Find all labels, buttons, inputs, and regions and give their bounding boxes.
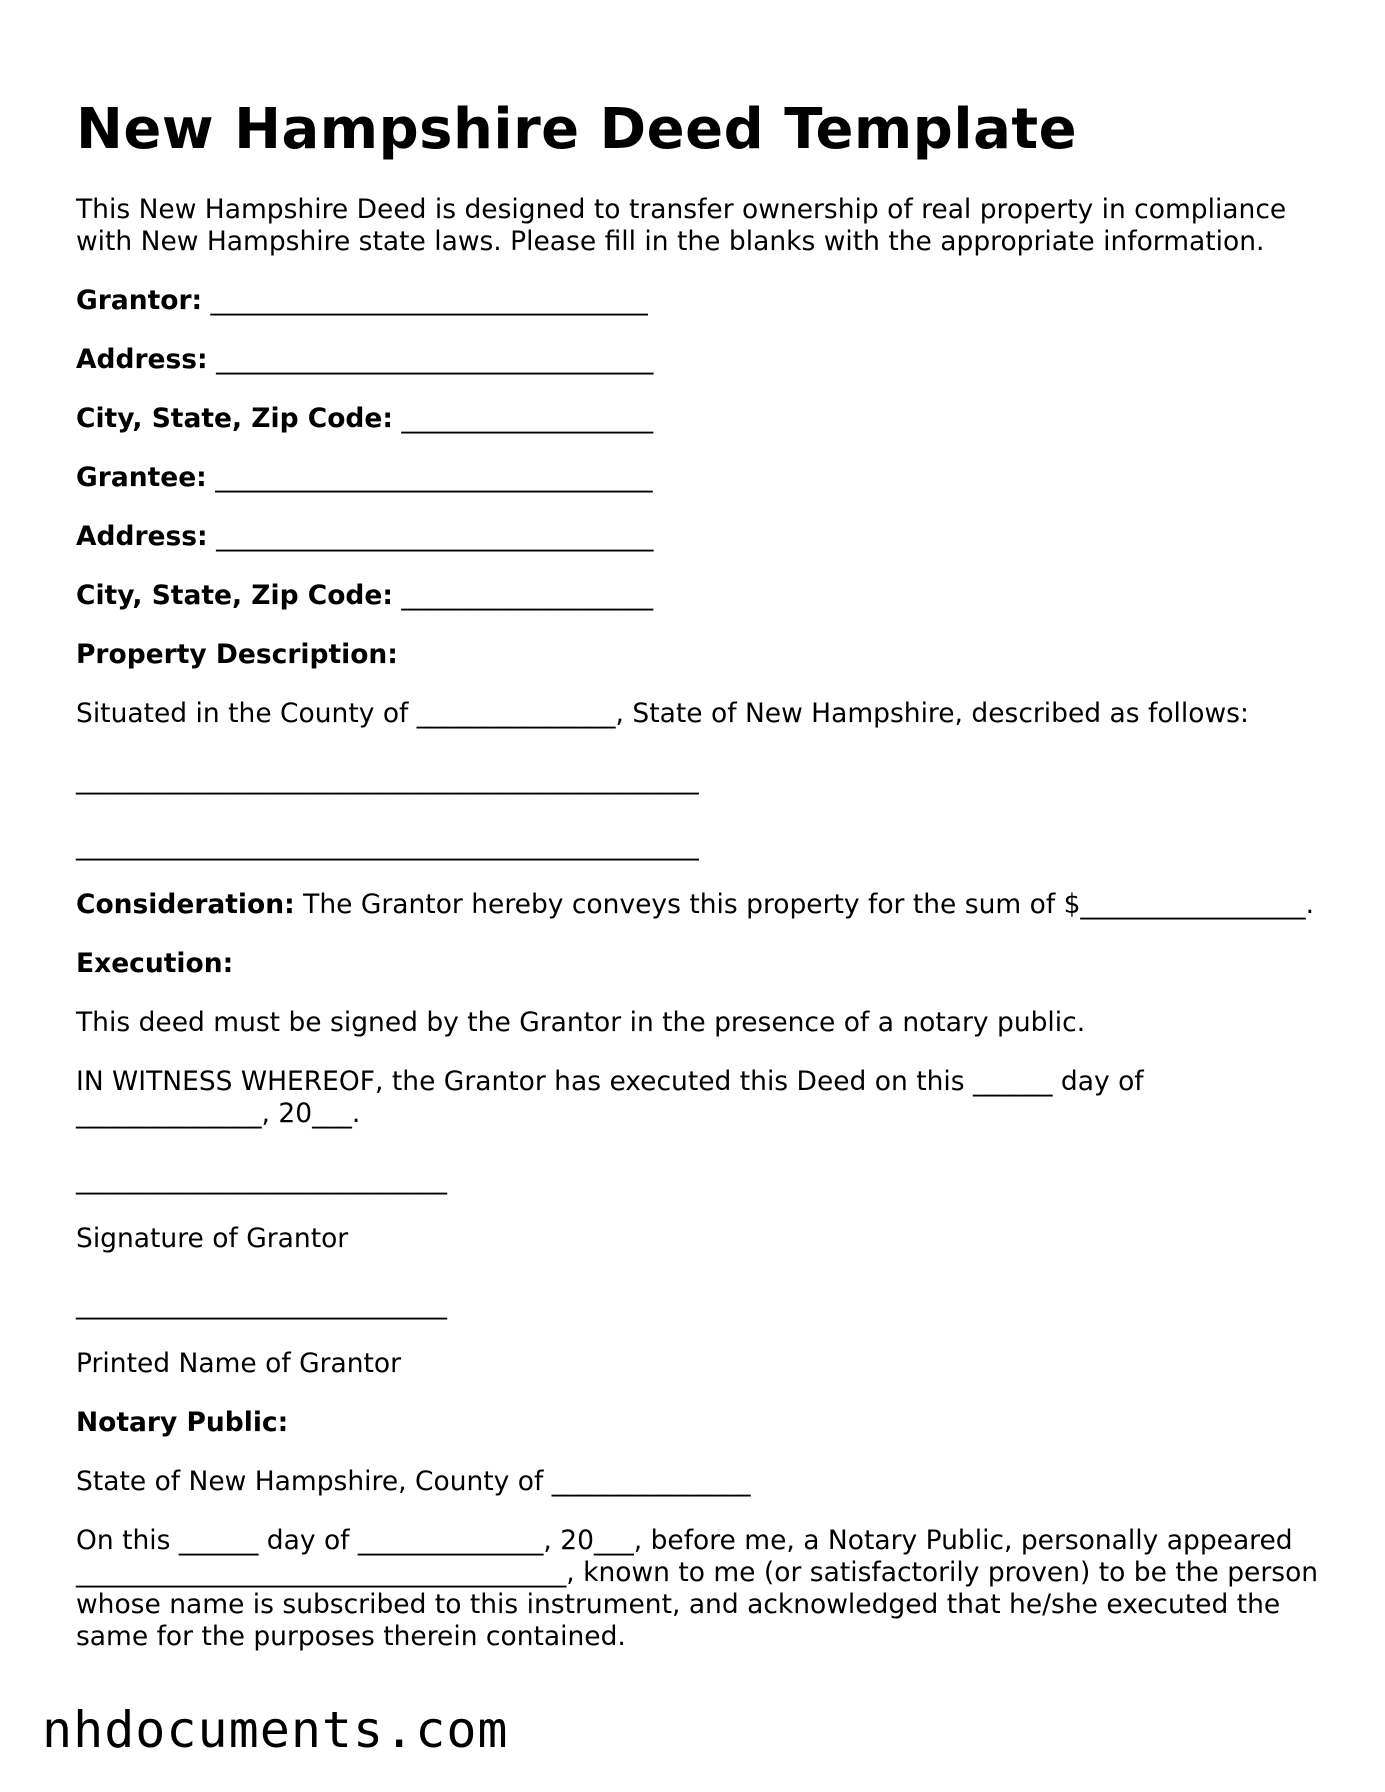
signature-line[interactable]: ____________________________ [76, 1164, 447, 1195]
grantor-name-field[interactable] [76, 285, 1326, 317]
grantor-city-blank[interactable]: ___________________ [392, 403, 654, 434]
execution-heading: Execution: [76, 948, 234, 979]
grantee-address-blank[interactable]: _________________________________ [207, 521, 654, 552]
property-situated[interactable]: Situated in the County of _______________, State of New Hampshire, described as follows: [76, 698, 1249, 729]
grantee-name-label: Grantee: [76, 462, 207, 493]
grantor-address-blank[interactable]: _________________________________ [207, 344, 654, 375]
execution-text: This deed must be signed by the Grantor in the presence of a notary public. [76, 1007, 1086, 1038]
grantor-city-label: City, State, Zip Code: [76, 403, 393, 434]
notary-state-line[interactable]: State of New Hampshire, County of _______________ [76, 1466, 751, 1497]
property-heading: Property Description: [76, 639, 398, 670]
printed-name-line[interactable]: ____________________________ [76, 1289, 447, 1320]
consideration-paragraph[interactable] [76, 889, 1326, 921]
consideration-label: Consideration: [76, 889, 295, 920]
property-description-line-1[interactable]: _______________________________________________ [76, 764, 699, 795]
grantee-address-label: Address: [76, 521, 208, 552]
grantor-address-label: Address: [76, 344, 208, 375]
grantor-address-field[interactable] [76, 344, 1326, 376]
deed-document [76, 96, 1326, 1653]
signature-label: Signature of Grantor [76, 1223, 349, 1254]
grantor-city-field[interactable] [76, 403, 1326, 435]
notary-heading: Notary Public: [76, 1407, 289, 1438]
grantor-name-label: Grantor: [76, 285, 203, 316]
watermark: nhdocuments.com [42, 1701, 509, 1759]
grantee-city-field[interactable] [76, 580, 1326, 612]
property-description-line-2[interactable]: _______________________________________________ [76, 830, 699, 861]
intro-paragraph: This New Hampshire Deed is designed to transfer ownership of real property in compliance with New Hampshire state laws. Please fill in the blanks with the appropriate information. [76, 194, 1287, 257]
grantee-name-field[interactable] [76, 462, 1326, 494]
grantee-address-field[interactable] [76, 521, 1326, 553]
page-title: New Hampshire Deed Template [76, 97, 1078, 162]
grantee-name-blank[interactable]: _________________________________ [206, 462, 653, 493]
grantor-name-blank[interactable]: _________________________________ [202, 285, 648, 316]
grantee-city-blank[interactable]: ___________________ [392, 580, 654, 611]
notary-body[interactable]: On this ______ day of ______________, 20___, before me, a Notary Public, personally appeared _____________________________________, known to me (or satisfactorily proven) to be the person whose name is subscribed to this instrument, and acknowledged that he/she executed the same for the purposes therein contained. [76, 1525, 1319, 1652]
consideration-text[interactable]: The Grantor hereby conveys this property for the sum of $_________________. [294, 889, 1315, 920]
grantee-city-label: City, State, Zip Code: [76, 580, 393, 611]
printed-name-label: Printed Name of Grantor [76, 1348, 402, 1379]
witness-paragraph[interactable]: IN WITNESS WHEREOF, the Grantor has executed this Deed on this ______ day of ______________, 20___. [76, 1066, 1144, 1129]
